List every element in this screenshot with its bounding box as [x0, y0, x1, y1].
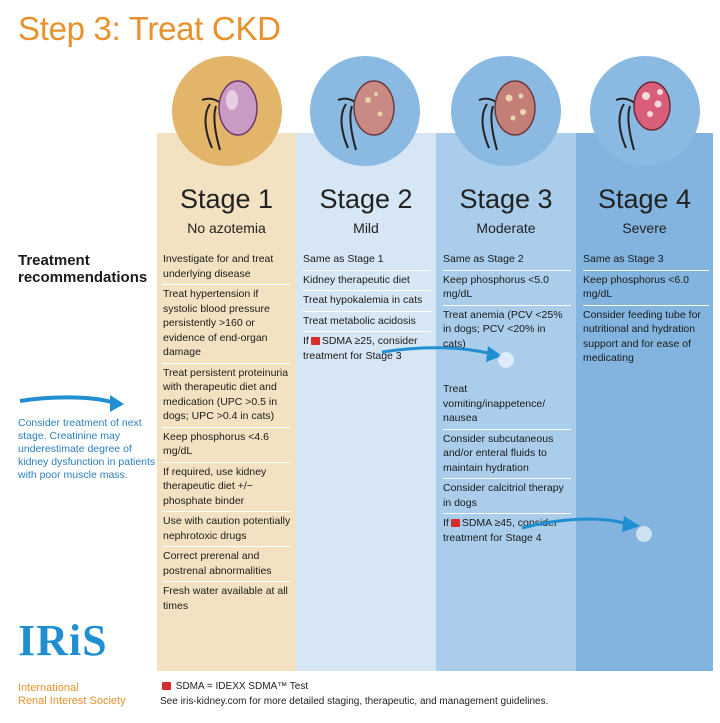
stage-3-subtitle: Moderate — [476, 220, 536, 236]
list-item: Keep phosphorus <5.0 mg/dL — [443, 271, 571, 306]
sdma-item: If SDMA ≥45, consider treatment for Stage 4 — [443, 517, 558, 544]
sdma-icon — [451, 519, 460, 527]
list-item: Same as Stage 3 — [583, 250, 709, 271]
sdma-icon — [311, 337, 320, 345]
list-item: Treat vomiting/inappetence/ nausea — [443, 380, 571, 430]
website-footnote: See iris-kidney.com for more detailed staging, therapeutic, and management guidelines. — [160, 696, 549, 707]
stage-4-recommendations — [583, 250, 709, 369]
arrow-icon — [18, 393, 128, 415]
kidney-stage-2-icon — [310, 56, 420, 166]
list-item: Consider subcutaneous and/or enteral fluids to maintain hydration — [443, 430, 571, 480]
stage-2-title: Stage 2 — [319, 184, 413, 214]
stage-4-title: Stage 4 — [597, 184, 692, 214]
stage-4-subtitle: Severe — [622, 220, 667, 236]
list-item: Treat hypertension if systolic blood pressure persistently >160 or evidence of end-organ damage — [163, 285, 291, 364]
list-item: Treat anemia (PCV <25% in dogs; PCV <20% in cats) — [443, 308, 563, 350]
kidney-stage-1-icon — [172, 56, 282, 166]
arrow-icon — [520, 512, 660, 546]
list-item: Use with caution potentially nephrotoxic drugs — [163, 512, 291, 547]
stage-1-recommendations — [163, 250, 291, 616]
list-item: Investigate for and treat underlying disease — [163, 250, 291, 285]
list-item: Kidney therapeutic diet — [303, 271, 431, 292]
kidney-stage-3-icon — [451, 56, 561, 166]
list-item: Keep phosphorus <6.0 mg/dL — [583, 271, 709, 306]
stage-1-subtitle: No azotemia — [187, 220, 266, 236]
list-item: Keep phosphorus <4.6 mg/dL — [163, 428, 291, 463]
list-item: Fresh water available at all times — [163, 585, 288, 612]
list-item: Treat hypokalemia in cats — [303, 291, 431, 312]
list-item: Same as Stage 1 — [303, 250, 431, 271]
list-item: Consider calcitriol therapy in dogs — [443, 479, 571, 514]
list-item: Correct prerenal and postrenal abnormalities — [163, 547, 291, 582]
page-title: Step 3: Treat CKD — [18, 10, 281, 47]
stage-3-title: Stage 3 — [459, 184, 553, 214]
list-item: Treat metabolic acidosis — [303, 312, 431, 333]
list-item: Consider feeding tube for nutritional and hydration support and for ease of medicating — [583, 308, 701, 364]
stage-3-recommendations — [443, 250, 571, 354]
sdma-item: If SDMA ≥25, consider treatment for Stage 3 — [303, 335, 418, 362]
list-item: Treat persistent proteinuria with therapeutic diet and medication (UPC >0.5 in dogs; UPC >0.4 in cats) — [163, 364, 291, 428]
list-item: Same as Stage 2 — [443, 250, 571, 271]
sdma-icon — [162, 682, 171, 690]
stage-2-subtitle: Mild — [353, 220, 379, 236]
kidney-stage-4-icon — [590, 56, 700, 166]
iris-logo-subtitle: International Renal Interest Society — [18, 682, 126, 707]
sdma-footnote: SDMA = IDEXX SDMA™ Test — [160, 681, 308, 692]
list-item: If required, use kidney therapeutic diet +/− phosphate binder — [163, 463, 291, 513]
iris-logo: IRiS — [18, 616, 108, 665]
treatment-recommendations-label: Treatment recommendations — [18, 252, 148, 286]
next-stage-note: Consider treatment of next stage. Creatinine may underestimate degree of kidney dysfunction in patients with poor muscle mass. — [18, 417, 156, 481]
stage-1-title: Stage 1 — [179, 184, 274, 214]
